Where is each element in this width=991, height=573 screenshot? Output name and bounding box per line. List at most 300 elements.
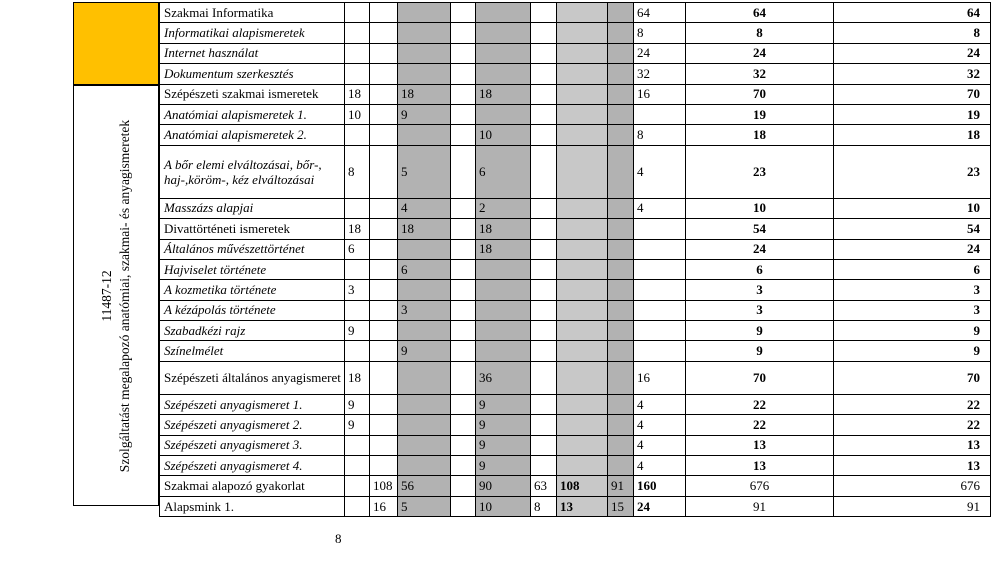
hours-cell (451, 496, 476, 516)
hours-cell (451, 125, 476, 145)
hours-cell: 70 (686, 361, 834, 394)
hours-cell (370, 219, 398, 239)
hours-cell (476, 104, 531, 124)
hours-cell (451, 415, 476, 435)
hours-cell (451, 280, 476, 300)
page-number: 8 (335, 531, 342, 546)
hours-cell (345, 341, 370, 361)
hours-cell (451, 3, 476, 23)
hours-cell: 91 (686, 496, 834, 516)
hours-cell (608, 3, 634, 23)
table-row (160, 415, 991, 435)
hours-cell: 4 (634, 456, 686, 476)
hours-cell (398, 415, 451, 435)
hours-cell: 2 (476, 198, 531, 218)
hours-cell (634, 341, 686, 361)
hours-cell (531, 23, 557, 43)
hours-cell (370, 341, 398, 361)
hours-cell: 9 (834, 341, 991, 361)
hours-cell (398, 456, 451, 476)
hours-cell (451, 219, 476, 239)
hours-cell (557, 104, 608, 124)
hours-cell: 9 (345, 415, 370, 435)
hours-cell: 91 (834, 496, 991, 516)
hours-cell (557, 43, 608, 63)
hours-cell: 3 (345, 280, 370, 300)
hours-cell (345, 435, 370, 455)
hours-cell (345, 456, 370, 476)
hours-cell: 63 (531, 476, 557, 496)
table-row (160, 435, 991, 455)
hours-cell (476, 3, 531, 23)
hours-cell (608, 259, 634, 279)
hours-cell (531, 415, 557, 435)
hours-cell: 9 (686, 321, 834, 341)
hours-cell (608, 415, 634, 435)
hours-cell: 4 (398, 198, 451, 218)
hours-cell (370, 239, 398, 259)
subject-name: Szakmai alapozó gyakorlat (160, 476, 345, 496)
table-row (160, 43, 991, 63)
hours-cell (398, 239, 451, 259)
subject-name: A kozmetika története (160, 280, 345, 300)
hours-cell (608, 361, 634, 394)
hours-cell (345, 125, 370, 145)
hours-cell (634, 321, 686, 341)
hours-cell: 9 (476, 435, 531, 455)
hours-cell: 6 (686, 259, 834, 279)
hours-cell: 4 (634, 394, 686, 414)
hours-cell: 64 (834, 3, 991, 23)
hours-cell (531, 3, 557, 23)
hours-cell (451, 394, 476, 414)
hours-cell (557, 415, 608, 435)
hours-cell: 9 (476, 394, 531, 414)
hours-cell: 24 (834, 43, 991, 63)
hours-cell: 13 (557, 496, 608, 516)
hours-cell: 18 (345, 219, 370, 239)
subject-name: A bőr elemi elváltozásai, bőr-, haj-,köröm-, kéz elváltozásai (160, 145, 345, 198)
hours-cell: 3 (686, 300, 834, 320)
hours-cell (345, 476, 370, 496)
hours-cell (634, 259, 686, 279)
module-side-panel (73, 2, 159, 506)
table-row (160, 496, 991, 516)
hours-cell (608, 394, 634, 414)
hours-cell: 32 (634, 64, 686, 84)
hours-cell (531, 259, 557, 279)
hours-cell: 9 (476, 456, 531, 476)
subject-name: Divattörténeti ismeretek (160, 219, 345, 239)
hours-cell (557, 3, 608, 23)
subject-name: Színelmélet (160, 341, 345, 361)
hours-cell (370, 198, 398, 218)
hours-cell (451, 23, 476, 43)
hours-cell: 8 (634, 23, 686, 43)
hours-cell (557, 456, 608, 476)
hours-cell (476, 300, 531, 320)
hours-cell (608, 43, 634, 63)
hours-cell (345, 3, 370, 23)
hours-cell: 18 (834, 125, 991, 145)
table-row (160, 456, 991, 476)
table-row (160, 219, 991, 239)
hours-cell: 13 (686, 435, 834, 455)
hours-cell: 32 (834, 64, 991, 84)
hours-cell (476, 341, 531, 361)
hours-cell (634, 239, 686, 259)
hours-cell: 24 (634, 43, 686, 63)
hours-cell: 8 (686, 23, 834, 43)
hours-cell (370, 84, 398, 104)
hours-cell (531, 219, 557, 239)
hours-cell: 6 (398, 259, 451, 279)
hours-cell (531, 456, 557, 476)
hours-cell (634, 104, 686, 124)
hours-cell (557, 125, 608, 145)
hours-cell: 16 (634, 84, 686, 104)
hours-cell (557, 219, 608, 239)
hours-cell (370, 64, 398, 84)
hours-cell (531, 64, 557, 84)
hours-cell (531, 198, 557, 218)
hours-cell (370, 104, 398, 124)
hours-cell (370, 394, 398, 414)
hours-cell (398, 321, 451, 341)
hours-cell (370, 415, 398, 435)
subject-name: Szépészeti anyagismeret 4. (160, 456, 345, 476)
hours-cell: 90 (476, 476, 531, 496)
hours-cell: 4 (634, 415, 686, 435)
hours-cell: 13 (834, 435, 991, 455)
hours-cell: 676 (686, 476, 834, 496)
hours-cell (451, 321, 476, 341)
hours-cell: 70 (686, 84, 834, 104)
hours-cell (608, 300, 634, 320)
hours-cell (557, 280, 608, 300)
table-row (160, 64, 991, 84)
hours-cell (476, 321, 531, 341)
hours-cell (398, 125, 451, 145)
hours-cell (345, 23, 370, 43)
table-row (160, 239, 991, 259)
hours-cell (398, 394, 451, 414)
table-row (160, 145, 991, 198)
hours-cell: 19 (686, 104, 834, 124)
hours-cell (451, 476, 476, 496)
hours-cell: 16 (370, 496, 398, 516)
hours-cell: 18 (476, 84, 531, 104)
hours-cell (451, 84, 476, 104)
hours-cell (345, 496, 370, 516)
hours-cell: 64 (634, 3, 686, 23)
hours-cell: 6 (345, 239, 370, 259)
hours-cell: 13 (834, 456, 991, 476)
hours-cell (531, 125, 557, 145)
hours-cell: 108 (370, 476, 398, 496)
table-row (160, 23, 991, 43)
hours-cell (451, 361, 476, 394)
hours-cell (370, 23, 398, 43)
hours-cell (476, 43, 531, 63)
hours-cell (370, 280, 398, 300)
hours-cell (531, 239, 557, 259)
hours-cell (451, 43, 476, 63)
hours-cell: 24 (634, 496, 686, 516)
hours-cell: 22 (834, 394, 991, 414)
table-row (160, 394, 991, 414)
table-row (160, 104, 991, 124)
subject-name: Szépészeti általános anyagismeret (160, 361, 345, 394)
hours-cell (398, 23, 451, 43)
hours-cell: 19 (834, 104, 991, 124)
hours-cell: 18 (686, 125, 834, 145)
hours-cell (398, 435, 451, 455)
table-row (160, 476, 991, 496)
hours-cell (531, 394, 557, 414)
hours-cell: 9 (686, 341, 834, 361)
hours-cell: 18 (398, 84, 451, 104)
hours-cell (531, 43, 557, 63)
hours-cell (608, 456, 634, 476)
hours-cell: 22 (686, 415, 834, 435)
hours-cell: 9 (398, 341, 451, 361)
hours-cell: 9 (476, 415, 531, 435)
hours-cell (370, 361, 398, 394)
hours-cell (370, 3, 398, 23)
hours-cell: 16 (634, 361, 686, 394)
module-header-fill (73, 2, 159, 85)
subject-name: Szakmai Informatika (160, 3, 345, 23)
hours-cell: 3 (834, 280, 991, 300)
hours-cell (557, 239, 608, 259)
hours-cell: 3 (686, 280, 834, 300)
hours-cell (557, 435, 608, 455)
subject-name: Szépészeti anyagismeret 2. (160, 415, 345, 435)
table-body (160, 3, 991, 517)
hours-cell (451, 456, 476, 476)
subject-name: Informatikai alapismeretek (160, 23, 345, 43)
hours-cell (634, 219, 686, 239)
table-row (160, 300, 991, 320)
hours-cell (370, 259, 398, 279)
hours-cell (531, 104, 557, 124)
hours-cell: 4 (634, 145, 686, 198)
hours-cell: 9 (834, 321, 991, 341)
hours-cell (370, 145, 398, 198)
hours-cell (370, 125, 398, 145)
hours-cell (557, 198, 608, 218)
hours-cell (608, 145, 634, 198)
hours-cell (476, 280, 531, 300)
hours-cell (531, 84, 557, 104)
hours-cell (608, 64, 634, 84)
hours-cell (531, 341, 557, 361)
hours-cell: 18 (476, 239, 531, 259)
table-row (160, 280, 991, 300)
hours-cell: 8 (345, 145, 370, 198)
hours-cell (370, 456, 398, 476)
hours-cell (608, 23, 634, 43)
hours-cell: 9 (398, 104, 451, 124)
hours-cell: 23 (834, 145, 991, 198)
hours-cell: 10 (686, 198, 834, 218)
hours-cell: 18 (345, 361, 370, 394)
hours-cell (557, 300, 608, 320)
hours-cell (608, 239, 634, 259)
hours-cell: 24 (834, 239, 991, 259)
hours-cell: 54 (686, 219, 834, 239)
hours-cell (608, 84, 634, 104)
module-label-cell (73, 85, 159, 506)
hours-cell (476, 259, 531, 279)
hours-cell (531, 280, 557, 300)
hours-cell: 4 (634, 435, 686, 455)
hours-cell (557, 23, 608, 43)
hours-cell: 56 (398, 476, 451, 496)
hours-cell (451, 239, 476, 259)
hours-cell (398, 64, 451, 84)
hours-cell (451, 341, 476, 361)
hours-cell (398, 280, 451, 300)
hours-cell: 36 (476, 361, 531, 394)
hours-cell (557, 259, 608, 279)
hours-cell (557, 361, 608, 394)
subject-name: A kézápolás története (160, 300, 345, 320)
hours-cell: 9 (345, 321, 370, 341)
hours-cell: 3 (834, 300, 991, 320)
hours-cell (476, 64, 531, 84)
hours-cell: 18 (345, 84, 370, 104)
hours-cell (557, 321, 608, 341)
hours-cell (557, 145, 608, 198)
subject-name: Anatómiai alapismeretek 2. (160, 125, 345, 145)
hours-cell: 18 (476, 219, 531, 239)
hours-cell (557, 64, 608, 84)
hours-cell: 8 (531, 496, 557, 516)
hours-cell: 70 (834, 84, 991, 104)
hours-cell: 6 (834, 259, 991, 279)
hours-cell (398, 361, 451, 394)
hours-cell (345, 43, 370, 63)
hours-cell (476, 23, 531, 43)
hours-cell (531, 435, 557, 455)
hours-cell (451, 145, 476, 198)
subject-name: Szépészeti anyagismeret 3. (160, 435, 345, 455)
hours-cell (608, 435, 634, 455)
subject-name: Internet használat (160, 43, 345, 63)
hours-cell: 18 (398, 219, 451, 239)
subject-name: Hajviselet története (160, 259, 345, 279)
subject-name: Szépészeti anyagismeret 1. (160, 394, 345, 414)
hours-cell: 10 (345, 104, 370, 124)
hours-cell (608, 280, 634, 300)
hours-cell (608, 321, 634, 341)
hours-cell (345, 300, 370, 320)
hours-cell (557, 341, 608, 361)
hours-cell: 64 (686, 3, 834, 23)
hours-cell: 4 (634, 198, 686, 218)
hours-cell (451, 259, 476, 279)
hours-cell (634, 300, 686, 320)
hours-cell (608, 219, 634, 239)
hours-cell (451, 435, 476, 455)
hours-cell: 23 (686, 145, 834, 198)
hours-cell: 70 (834, 361, 991, 394)
hours-cell (608, 341, 634, 361)
hours-cell (451, 300, 476, 320)
table-row (160, 125, 991, 145)
hours-cell: 54 (834, 219, 991, 239)
subject-name: Alapsmink 1. (160, 496, 345, 516)
hours-cell (531, 361, 557, 394)
hours-cell: 15 (608, 496, 634, 516)
table-row (160, 341, 991, 361)
table-row (160, 84, 991, 104)
hours-cell (451, 104, 476, 124)
subject-name: Masszázs alapjai (160, 198, 345, 218)
table-row (160, 259, 991, 279)
hours-cell: 108 (557, 476, 608, 496)
hours-cell (370, 300, 398, 320)
hours-cell (345, 198, 370, 218)
subject-name: Szépészeti szakmai ismeretek (160, 84, 345, 104)
hours-cell: 22 (834, 415, 991, 435)
table-row (160, 361, 991, 394)
hours-cell (345, 64, 370, 84)
hours-cell: 24 (686, 43, 834, 63)
subject-name: Dokumentum szerkesztés (160, 64, 345, 84)
hours-cell: 676 (834, 476, 991, 496)
hours-cell (531, 321, 557, 341)
hours-cell: 5 (398, 145, 451, 198)
module-title: Szolgáltatást megalapozó anatómiai, szakmai- és anyagismeretek (117, 119, 132, 472)
hours-cell: 9 (345, 394, 370, 414)
hours-cell (370, 321, 398, 341)
table-row (160, 321, 991, 341)
hours-cell: 24 (686, 239, 834, 259)
hours-cell: 8 (834, 23, 991, 43)
hours-cell: 91 (608, 476, 634, 496)
hours-cell (634, 280, 686, 300)
hours-cell: 3 (398, 300, 451, 320)
hours-cell (608, 125, 634, 145)
hours-cell (370, 43, 398, 63)
hours-cell: 8 (634, 125, 686, 145)
hours-cell: 10 (476, 125, 531, 145)
hours-cell: 10 (476, 496, 531, 516)
hours-cell (398, 3, 451, 23)
hours-cell (557, 84, 608, 104)
hours-cell: 160 (634, 476, 686, 496)
module-code: 11487-12 (99, 269, 114, 322)
hours-cell (451, 64, 476, 84)
subject-name: Anatómiai alapismeretek 1. (160, 104, 345, 124)
table-row (160, 3, 991, 23)
subject-name: Szabadkézi rajz (160, 321, 345, 341)
hours-cell: 22 (686, 394, 834, 414)
subject-name: Általános művészettörténet (160, 239, 345, 259)
hours-cell (531, 145, 557, 198)
hours-cell: 32 (686, 64, 834, 84)
hours-cell (557, 394, 608, 414)
hours-cell: 13 (686, 456, 834, 476)
hours-cell (398, 43, 451, 63)
hours-cell (608, 104, 634, 124)
hours-cell (451, 198, 476, 218)
hours-cell: 6 (476, 145, 531, 198)
hours-cell (531, 300, 557, 320)
